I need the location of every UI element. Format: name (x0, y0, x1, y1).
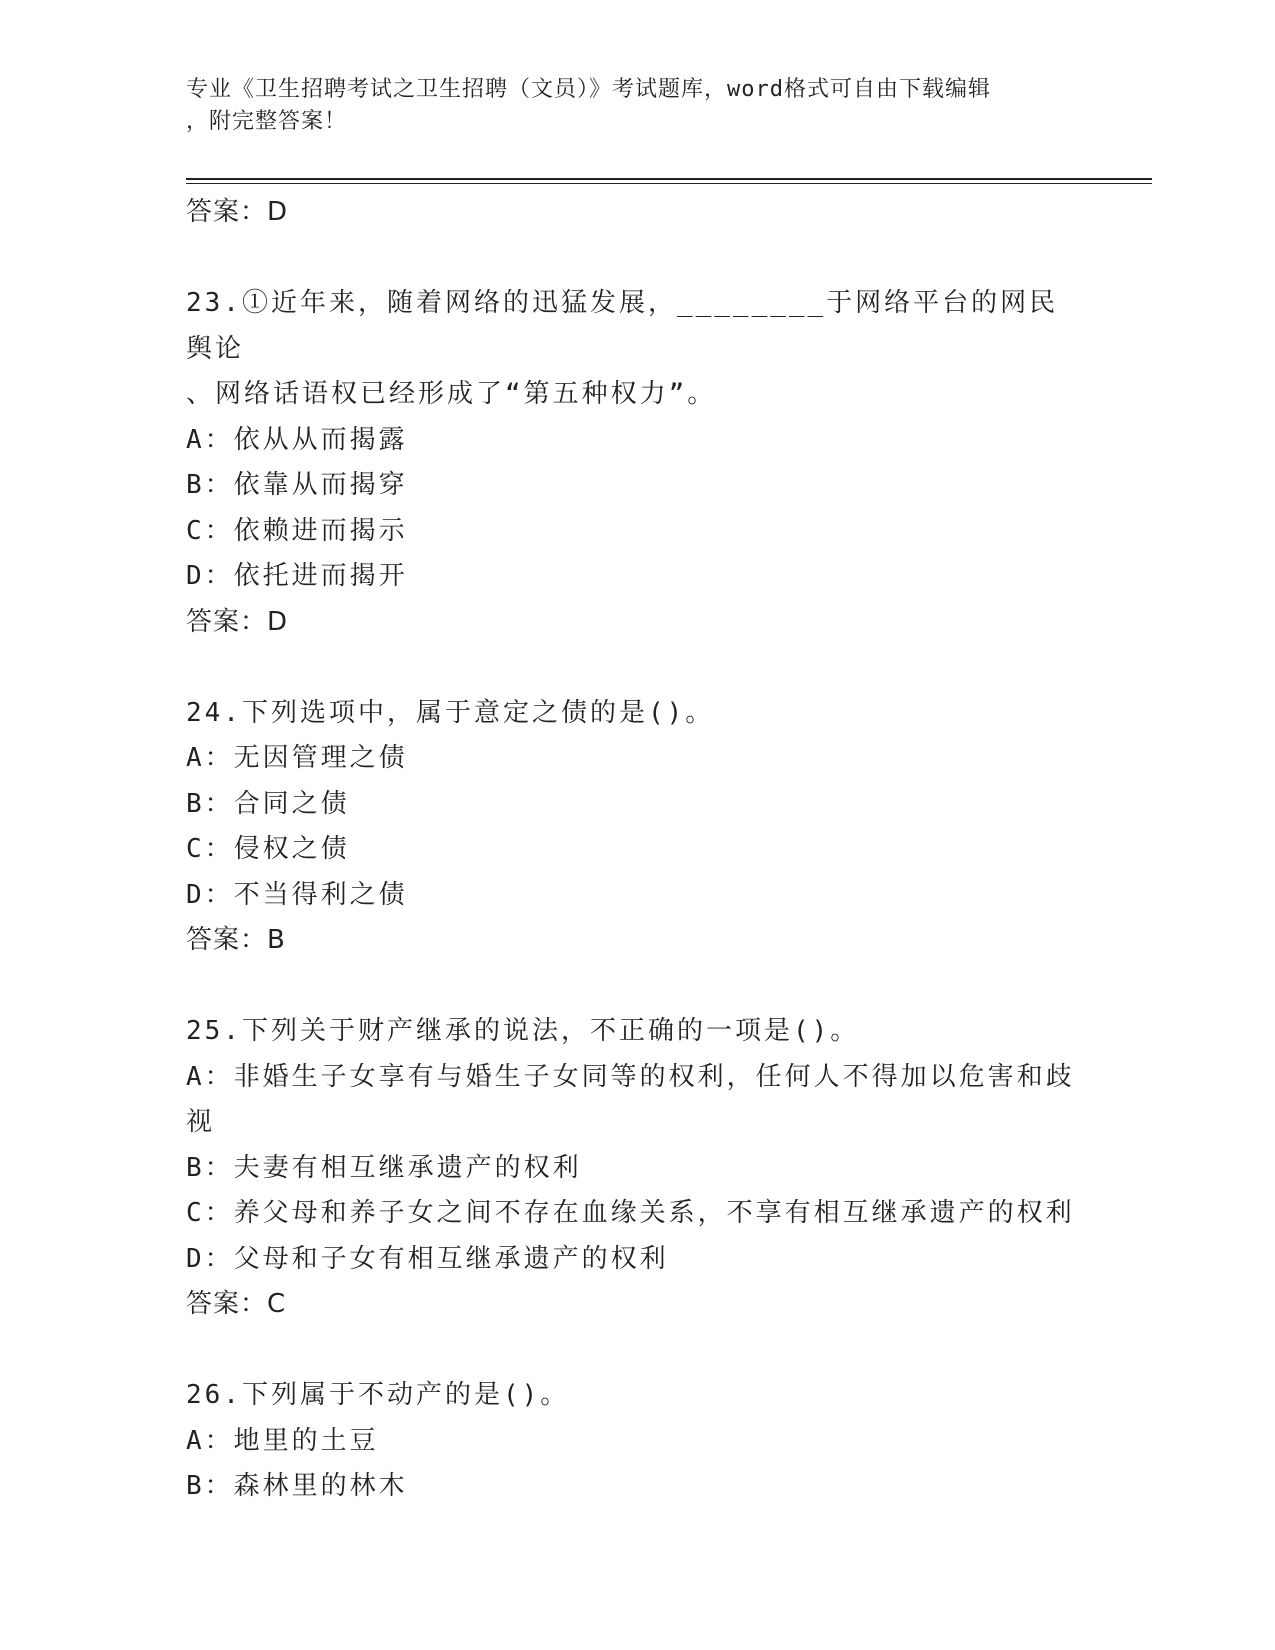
spacer (186, 236, 1086, 282)
answer-line: 答案：C (186, 1289, 287, 1319)
option-c: C：侵权之债 (186, 834, 350, 864)
question-23 (186, 281, 1086, 645)
option-b: B：依靠从而揭穿 (186, 470, 408, 500)
question-stem: 、网络话语权已经形成了“第五种权力”。 (186, 379, 717, 409)
answer-line: 答案：D (186, 197, 289, 227)
question-stem: 23.①近年来，随着网络的迅猛发展，________于网络平台的网民舆论 (186, 288, 1059, 364)
question-stem: 24.下列选项中，属于意定之债的是()。 (186, 697, 715, 728)
header-line-1: 专业《卫生招聘考试之卫生招聘（文员）》考试题库，word格式可自由下载编辑 (186, 77, 991, 102)
question-stem: 25.下列关于财产继承的说法，不正确的一项是()。 (186, 1016, 860, 1046)
option-a: A：无因管理之债 (186, 743, 408, 773)
option-a: A：非婚生子女享有与婚生子女同等的权利，任何人不得加以危害和歧 (186, 1061, 1075, 1092)
question-24 (186, 691, 1086, 964)
spacer (186, 964, 1086, 1010)
option-a-continued: 视 (186, 1107, 216, 1137)
question-25 (186, 1009, 1086, 1328)
document-header (186, 74, 1086, 138)
option-c: C：依赖进而揭示 (186, 515, 408, 546)
option-d: D：依托进而揭开 (186, 561, 408, 591)
answer-line: 答案：D (186, 606, 289, 637)
option-d: D：父母和子女有相互继承遗产的权利 (186, 1243, 669, 1274)
question-26 (186, 1373, 1086, 1510)
option-b: B：合同之债 (186, 788, 350, 819)
option-a: A：依从从而揭露 (186, 424, 408, 455)
option-b: B：森林里的林木 (186, 1471, 408, 1501)
option-b: B：夫妻有相互继承遗产的权利 (186, 1152, 582, 1183)
option-a: A：地里的土豆 (186, 1425, 379, 1456)
header-divider (186, 178, 1152, 184)
spacer (186, 1328, 1086, 1374)
question-stem: 26.下列属于不动产的是()。 (186, 1380, 570, 1410)
header-line-2: ，附完整答案！ (186, 109, 348, 134)
spacer (186, 645, 1086, 691)
question-list (186, 190, 1086, 1510)
option-c: C：养父母和养子女之间不存在血缘关系，不享有相互继承遗产的权利 (186, 1198, 1075, 1228)
answer-line: 答案：B (186, 925, 286, 955)
option-d: D：不当得利之债 (186, 879, 408, 910)
